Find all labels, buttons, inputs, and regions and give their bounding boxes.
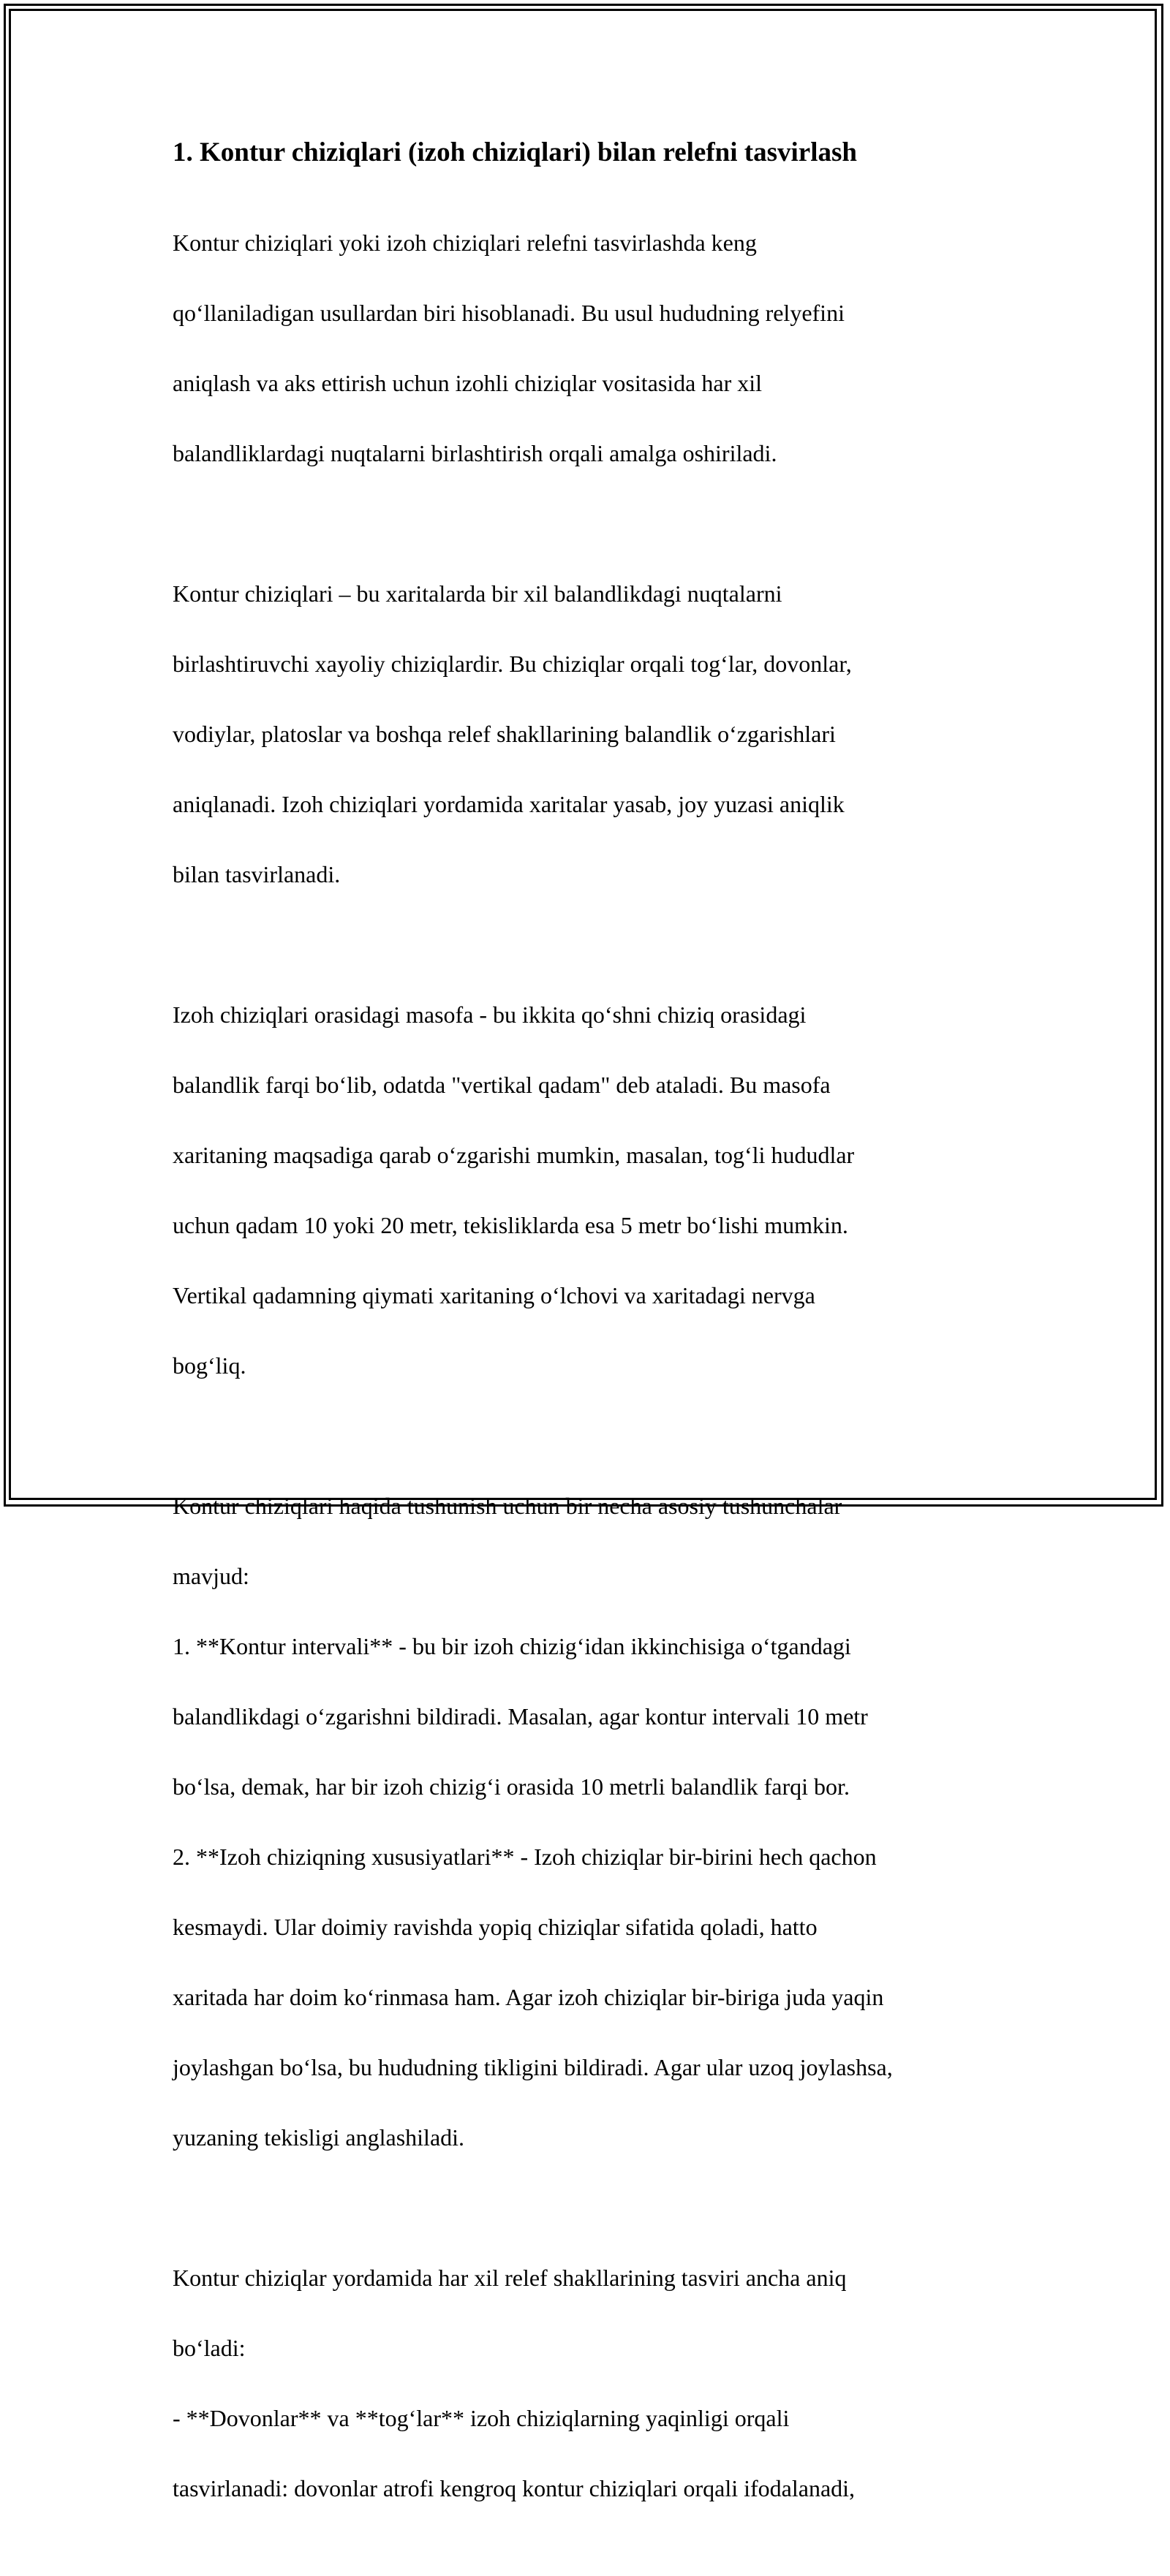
text-line: Vertikal qadamning qiymati xaritaning o‘lchovi va xaritadagi nervga (173, 1282, 815, 1308)
text-line: Kontur chiziqlari – bu xaritalarda bir xil balandlikdagi nuqtalarni (173, 580, 782, 607)
text-line: vodiylar, platoslar va boshqa relef shakllarining balandlik o‘zgarishlari (173, 721, 836, 747)
text-line: balandliklardagi nuqtalarni birlashtirish orqali amalga oshiriladi. (173, 440, 777, 466)
text-line: bilan tasvirlanadi. (173, 861, 341, 887)
text-line: qo‘llaniladigan usullardan biri hisoblanadi. Bu usul hududning relyefini (173, 300, 845, 326)
text-line: joylashgan bo‘lsa, bu hududning tikligini bildiradi. Agar ular uzoq joylashsa, (173, 2054, 893, 2080)
paragraph-3 (173, 962, 1014, 1418)
text-line: bo‘ladi: (173, 2335, 246, 2361)
document-title: 1. Kontur chiziqlari (izoh chiziqlari) bilan relefni tasvirlash (173, 137, 857, 167)
document-body (173, 136, 1014, 2576)
text-line: bo‘lsa, demak, har bir izoh chizig‘i orasida 10 metrli balandlik farqi bor. (173, 1773, 850, 1800)
text-line: 1. **Kontur intervali** - bu bir izoh chizig‘idan ikkinchisiga o‘tgandagi (173, 1633, 851, 1659)
text-line: Kontur chiziqlari haqida tushunish uchun bir necha asosiy tushunchalar (173, 1493, 842, 1519)
text-line: kesmaydi. Ular doimiy ravishda yopiq chiziqlar sifatida qoladi, hatto (173, 1914, 818, 1940)
paragraph-5 (173, 2225, 1014, 2541)
text-line: 2. **Izoh chiziqning xususiyatlari** - Izoh chiziqlar bir-birini hech qachon (173, 1844, 877, 1870)
text-line: Kontur chiziqlar yordamida har xil relef shakllarining tasviri ancha aniq (173, 2265, 847, 2291)
text-line: yuzaning tekisligi anglashiladi. (173, 2124, 465, 2151)
text-line: - **Dovonlar** va **tog‘lar** izoh chiziqlarning yaqinligi orqali (173, 2405, 790, 2431)
text-line: Izoh chiziqlari orasidagi masofa - bu ikkita qo‘shni chiziq orasidagi (173, 1001, 807, 1028)
paragraph-4 (173, 1453, 1014, 2190)
text-line: uchun qadam 10 yoki 20 metr, tekisliklarda esa 5 metr bo‘lishi mumkin. (173, 1212, 848, 1238)
text-line: bog‘liq. (173, 1352, 246, 1379)
text-line: balandlik farqi bo‘lib, odatda "vertikal qadam" deb ataladi. Bu masofa (173, 1072, 831, 1098)
text-line: birlashtiruvchi xayoliy chiziqlardir. Bu chiziqlar orqali tog‘lar, dovonlar, (173, 651, 852, 677)
paragraph-2 (173, 541, 1014, 927)
text-line: aniqlanadi. Izoh chiziqlari yordamida xaritalar yasab, joy yuzasi aniqlik (173, 791, 845, 817)
text-line: xaritaning maqsadiga qarab o‘zgarishi mumkin, masalan, tog‘li hududlar (173, 1142, 855, 1168)
text-line: balandlikdagi o‘zgarishni bildiradi. Masalan, agar kontur intervali 10 metr (173, 1703, 868, 1730)
text-line: Kontur chiziqlari yoki izoh chiziqlari relefni tasvirlashda keng (173, 230, 757, 256)
paragraph-1 (173, 190, 1014, 506)
text-line: aniqlash va aks ettirish uchun izohli chiziqlar vositasida har xil (173, 370, 763, 396)
text-line: tasvirlanadi: dovonlar atrofi kengroq kontur chiziqlari orqali ifodalanadi, (173, 2475, 856, 2501)
text-line: xaritada har doim ko‘rinmasa ham. Agar izoh chiziqlar bir-biriga juda yaqin (173, 1984, 884, 2010)
text-line: mavjud: (173, 1563, 249, 1589)
